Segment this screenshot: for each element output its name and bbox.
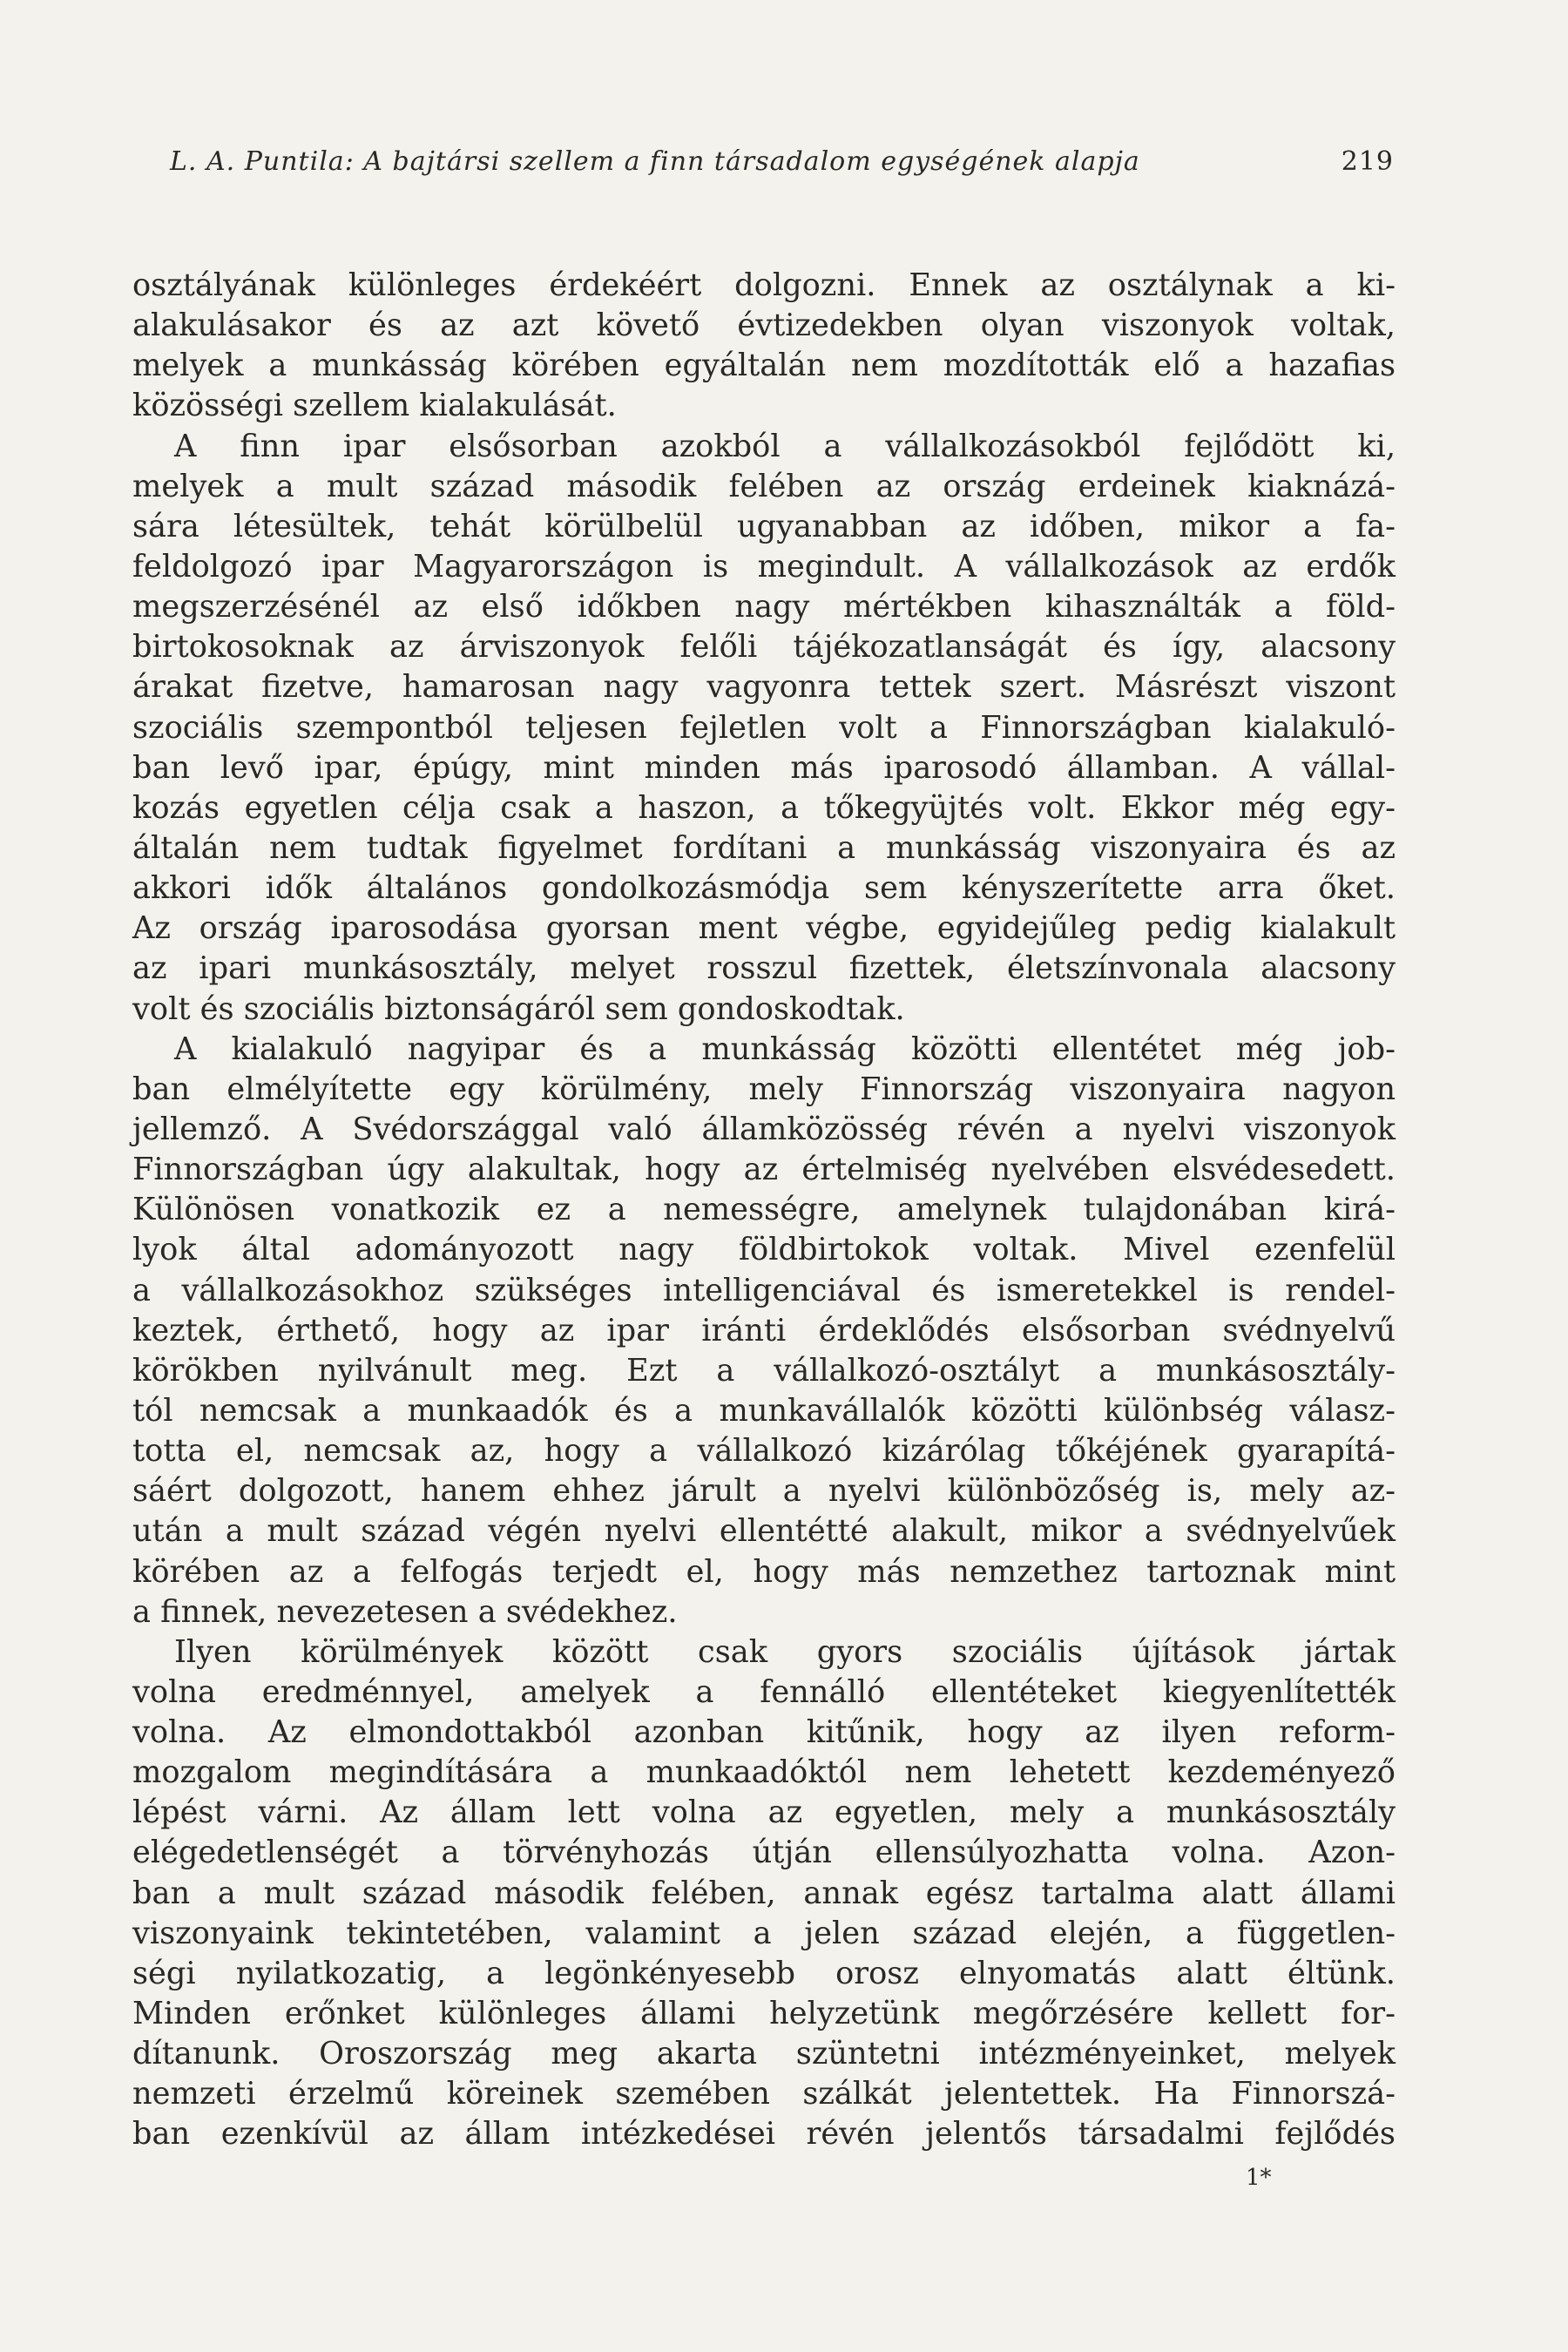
text-line: körökben nyilvánult meg. Ezt a vállalkozó-osztályt a munkásosztály-: [132, 1352, 1396, 1389]
text-line: lépést várni. Az állam lett volna az egyetlen, mely a munkásosztály: [132, 1794, 1396, 1831]
text-line: megszerzésénél az első időkben nagy mértékben kihasználták a föld-: [132, 589, 1396, 625]
text-line: ban levő ipar, épúgy, mint minden más iparosodó államban. A vállal-: [132, 749, 1396, 786]
text-line: a vállalkozásokhoz szükséges intelligenciával és ismeretekkel is rendel-: [132, 1272, 1396, 1308]
text-line: közösségi szellem kialakulását.: [132, 388, 617, 424]
text-line: viszonyaink tekintetében, valamint a jelen század elején, a független-: [132, 1915, 1396, 1951]
text-line: feldolgozó ipar Magyarországon is megindult. A vállalkozások az erdők: [132, 548, 1396, 585]
text-line: nemzeti érzelmű köreinek szemében szálkát jelentettek. Ha Finnorszá-: [132, 2076, 1396, 2112]
text-line: melyek a mult század második felében az ország erdeinek kiaknázá-: [132, 468, 1396, 504]
text-line: volna eredménnyel, amelyek a fennálló ellentéteket kiegyenlítették: [132, 1673, 1396, 1710]
text-line: osztályának különleges érdekéért dolgozni. Ennek az osztálynak a ki-: [132, 267, 1396, 303]
text-line: melyek a munkásság körében egyáltalán nem mozdították elő a hazafias: [132, 348, 1396, 384]
text-line: birtokosoknak az árviszonyok felőli tájékozatlanságát és így, alacsony: [132, 629, 1396, 666]
text-line: Minden erőnket különleges állami helyzetünk megőrzésére kellett for-: [132, 1996, 1396, 2032]
text-line: Finnországban úgy alakultak, hogy az értelmiség nyelvében elsvédesedett.: [132, 1152, 1396, 1188]
text-line: A kialakuló nagyipar és a munkásság közötti ellentétet még job-: [174, 1031, 1396, 1067]
body-text: [132, 266, 1396, 2155]
text-line: ban ezenkívül az állam intézkedései révén jelentős társadalmi fejlődés: [132, 2116, 1396, 2153]
text-line: alakulásakor és az azt követő évtizedekben olyan viszonyok voltak,: [132, 308, 1396, 344]
text-line: ségi nyilatkozatig, a legönkényesebb orosz elnyomatás alatt éltünk.: [132, 1955, 1396, 1991]
text-line: ban a mult század második felében, annak egész tartalma alatt állami: [132, 1875, 1396, 1911]
running-head-title: L. A. Puntila: A bajtársi szellem a finn társadalom egységének alapja: [170, 146, 1140, 177]
text-line: mozgalom megindítására a munkaadóktól nem lehetett kezdeményező: [132, 1754, 1396, 1791]
text-line: volt és szociális biztonságáról sem gondoskodtak.: [132, 990, 905, 1027]
text-line: a finnek, nevezetesen a svédekhez.: [132, 1593, 678, 1630]
text-line: lyok által adományozott nagy földbirtokok voltak. Mivel ezenfelül: [132, 1232, 1396, 1268]
text-line: körében az a felfogás terjedt el, hogy más nemzethez tartoznak mint: [132, 1553, 1396, 1590]
text-line: elégedetlenségét a törvényhozás útján ellensúlyozhatta volna. Azon-: [132, 1835, 1396, 1871]
text-line: az ipari munkásosztály, melyet rosszul fizettek, életszínvonala alacsony: [132, 950, 1396, 987]
signature-mark: 1*: [1246, 2165, 1272, 2191]
text-line: árakat fizetve, hamarosan nagy vagyonra tettek szert. Másrészt viszont: [132, 669, 1396, 706]
text-line: totta el, nemcsak az, hogy a vállalkozó kizárólag tőkéjének gyarapítá-: [132, 1433, 1396, 1470]
text-line: Különösen vonatkozik ez a nemességre, amelynek tulajdonában kirá-: [132, 1192, 1396, 1228]
text-line: jellemző. A Svédországgal való államközösség révén a nyelvi viszonyok: [132, 1111, 1396, 1147]
text-line: után a mult század végén nyelvi ellentétté alakult, mikor a svédnyelvűek: [132, 1513, 1396, 1550]
text-line: dítanunk. Oroszország meg akarta szüntetni intézményeinket, melyek: [132, 2036, 1396, 2072]
text-line: Az ország iparosodása gyorsan ment végbe, egyidejűleg pedig kialakult: [132, 910, 1396, 947]
running-head: [170, 139, 1394, 183]
text-line: volna. Az elmondottakból azonban kitűnik, hogy az ilyen reform-: [132, 1714, 1396, 1751]
text-line: szociális szempontból teljesen fejletlen volt a Finnországban kialakuló-: [132, 709, 1396, 746]
page-number: 219: [1341, 146, 1394, 177]
text-line: általán nem tudtak figyelmet fordítani a munkásság viszonyaira és az: [132, 829, 1396, 866]
text-line: tól nemcsak a munkaadók és a munkavállalók közötti különbség válasz-: [132, 1392, 1396, 1429]
text-line: keztek, érthető, hogy az ipar iránti érdeklődés elsősorban svédnyelvű: [132, 1312, 1396, 1348]
text-line: sáért dolgozott, hanem ehhez járult a nyelvi különbözőség is, mely az-: [132, 1473, 1396, 1510]
text-line: A finn ipar elsősorban azokból a vállalkozásokból fejlődött ki,: [174, 428, 1396, 464]
text-line: kozás egyetlen célja csak a haszon, a tőkegyüjtés volt. Ekkor még egy-: [132, 789, 1396, 826]
text-line: ban elmélyítette egy körülmény, mely Finnország viszonyaira nagyon: [132, 1071, 1396, 1107]
text-line: Ilyen körülmények között csak gyors szociális újítások jártak: [174, 1633, 1396, 1670]
text-line: sára létesültek, tehát körülbelül ugyanabban az időben, mikor a fa-: [132, 508, 1396, 544]
text-line: akkori idők általános gondolkozásmódja sem kényszerítette arra őket.: [132, 870, 1396, 907]
